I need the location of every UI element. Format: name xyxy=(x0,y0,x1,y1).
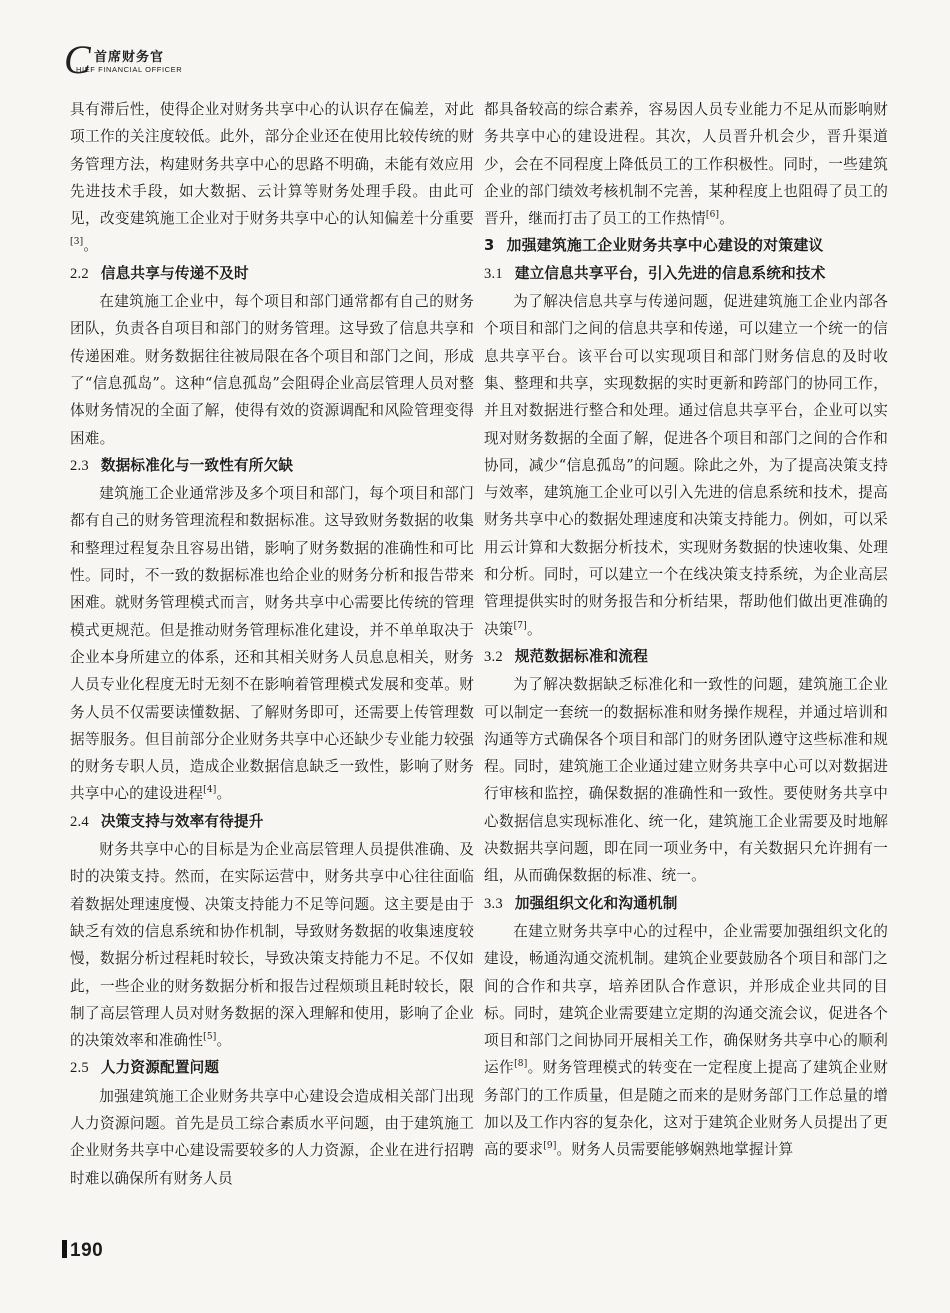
section-heading-2-5: 2.5 人力资源配置问题 xyxy=(70,1059,220,1077)
paragraph: 建筑施工企业通常涉及多个项目和部门，每个项目和部门都有自己的财务管理流程和数据标准。这导致财务数据的收集和整理过程复杂且容易出错，影响了财务数据的准确性和可比性。同时，不一致的数据标准也给企业的财务分析和报告带来困难。就财务管理模式而言，财务共享中心需要比传统的管理模式更规范。但是推动财务管理标准化建设，并不单单取决于企业本身所建立的体系，还和其相关财务人员息息相关，财务人员专业化程度无时无刻不在影响着管理模式发展和变革。财务人员不仅需要读懂数据、了解财务即可，还需要上传管理数据等服务。但目前部分企业财务共享中心还缺少专业能力较强的财务专职人员，造成企业数据信息缺乏一致性，影响了财务共享中心的建设进程[4]。 xyxy=(70,485,474,803)
paragraph: 都具备较高的综合素养，容易因人员专业能力不足从而影响财务共享中心的建设进程。其次，人员晋升机会少，晋升渠道少，会在不同程度上降低员工的工作积极性。同时，一些建筑企业的部门绩效考核机制不完善，某种程度上也阻碍了员工的晋升，继而打击了员工的工作热情[6]。 xyxy=(484,101,888,228)
paragraph: 加强建筑施工企业财务共享中心建设会造成相关部门出现人力资源问题。首先是员工综合素质水平问题，由于建筑施工企业财务共享中心建设需要较多的人力资源，企业在进行招聘时难以确保所有财务人员 xyxy=(70,1087,474,1187)
page-number: 190 xyxy=(62,1240,103,1262)
section-heading-2-2: 2.2 信息共享与传递不及时 xyxy=(70,264,249,282)
paragraph: 为了解决数据缺乏标准化和一致性的问题，建筑施工企业可以制定一套统一的数据标准和财务操作规程，并通过培训和沟通等方式确保各个项目和部门的财务团队遵守这些标准和规程。同时，建筑施工企业通过建立财务共享中心可以对数据进行审核和监控，确保数据的准确性和一致性。要使财务共享中心数据信息实现标准化、统一化，建筑施工企业需要及时地解决数据共享问题，即在同一项业务中，有关数据只允许拥有一组，从而确保数据的标准、统一。 xyxy=(484,676,888,885)
section-heading-3-2: 3.2 规范数据标准和流程 xyxy=(484,647,648,665)
paragraph: 财务共享中心的目标是为企业高层管理人员提供准确、及时的决策支持。然而，在实际运营中，财务共享中心往往面临着数据处理速度慢、决策支持能力不足等问题。这主要是由于缺乏有效的信息系统和协作机制，导致财务数据的收集速度较慢，数据分析过程耗时较长，导致决策支持能力不足。不仅如此，一些企业的财务数据分析和报告过程烦琐且耗时较长，限制了高层管理人员对财务数据的深入理解和使用，影响了企业的决策效率和准确性[5]。 xyxy=(70,841,474,1050)
journal-name-cn: 首席财务官 xyxy=(94,50,165,65)
paragraph: 在建筑施工企业中，每个项目和部门通常都有自己的财务团队，负责各自项目和部门的财务管理。这导致了信息共享和传递困难。财务数据往往被局限在各个项目和部门之间，形成了“信息孤岛”。这种“信息孤岛”会阻碍企业高层管理人员对整体财务情况的全面了解，使得有效的资源调配和风险管理变得困难。 xyxy=(70,293,474,447)
section-heading-2-4: 2.4 决策支持与效率有待提升 xyxy=(70,812,264,830)
section-heading-3-3: 3.3 加强组织文化和沟通机制 xyxy=(484,894,678,912)
page-number-bar xyxy=(62,1240,67,1258)
section-heading-3-1: 3.1 建立信息共享平台，引入先进的信息系统和技术 xyxy=(484,264,826,282)
section-heading-3: 3 加强建筑施工企业财务共享中心建设的对策建议 xyxy=(484,237,824,255)
paragraph: 为了解决信息共享与传递问题，促进建筑施工企业内部各个项目和部门之间的信息共享和传递，可以建立一个统一的信息共享平台。该平台可以实现项目和部门财务信息的及时收集、整理和共享，实现数据的实时更新和跨部门的协同工作，并且对数据进行整合和处理。通过信息共享平台，企业可以实现对财务数据的全面了解，促进各个项目和部门之间的合作和协同，减少“信息孤岛”的问题。除此之外，为了提高决策支持与效率，建筑施工企业可以引入先进的信息系统和技术，提高财务共享中心的数据处理速度和决策支持能力。例如，可以采用云计算和大数据分析技术，实现财务数据的快速收集、处理和分析。同时，可以建立一个在线决策支持系统，为企业高层管理提供实时的财务报告和分析结果，帮助他们做出更准确的决策[7]。 xyxy=(484,293,888,638)
right-column xyxy=(484,96,888,1164)
paragraph: 具有滞后性，使得企业对财务共享中心的认识存在偏差，对此项工作的关注度较低。此外，部分企业还在使用比较传统的财务管理方法，构建财务共享中心的思路不明确，未能有效应用先进技术手段，如大数据、云计算等财务处理手段。由此可见，改变建筑施工企业对于财务共享中心的认知偏差十分重要[3]。 xyxy=(70,101,474,255)
section-heading-2-3: 2.3 数据标准化与一致性有所欠缺 xyxy=(70,456,294,474)
journal-name-en: HIEF FINANCIAL OFFICER xyxy=(76,65,183,74)
journal-logo-letter: C xyxy=(64,37,91,82)
left-column xyxy=(70,96,474,1192)
paragraph: 在建立财务共享中心的过程中，企业需要加强组织文化的建设，畅通沟通交流机制。建筑企业要鼓励各个项目和部门之间的合作和共享，培养团队合作意识，并形成企业共同的目标。同时，建筑企业需要建立定期的沟通交流会议，促进各个项目和部门之间协同开展相关工作，确保财务共享中心的顺利运作[8]。财务管理模式的转变在一定程度上提高了建筑企业财务部门的工作质量，但是随之而来的是财务部门工作总量的增加以及工作内容的复杂化，这对于建筑企业财务人员提出了更高的要求[9]。财务人员需要能够娴熟地掌握计算 xyxy=(484,922,888,1159)
